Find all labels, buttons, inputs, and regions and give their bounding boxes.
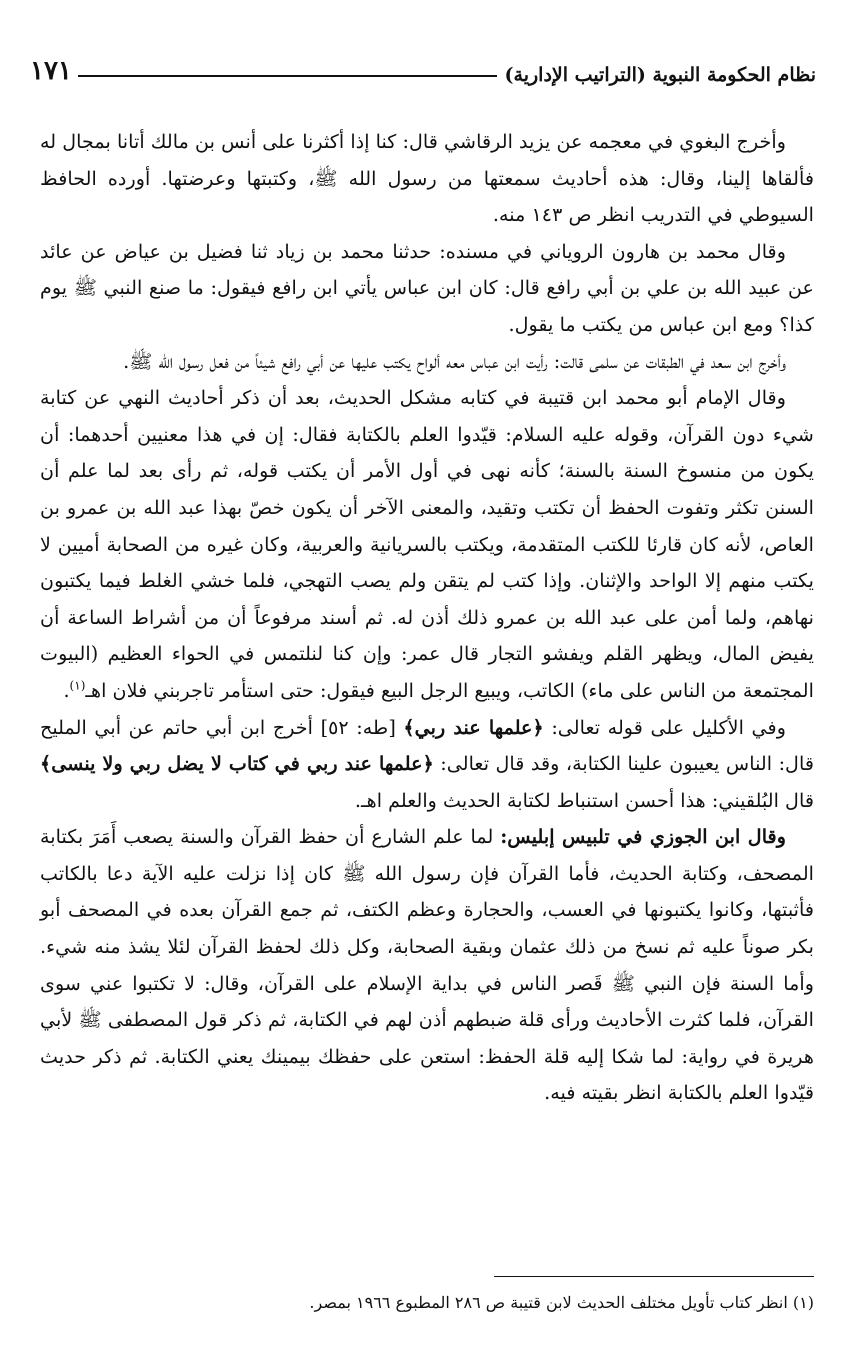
paragraph-text: لما علم الشارع أن حفظ القرآن والسنة يصعب أَمَرَ بكتابة المصحف، وكتابة الحديث، فأما القرآن فإن رسول الله ﷺ كان إذا نزلت عليه الآية دعا بالكاتب فأثبتها، وكانوا يكتبونها في العسب، والحجارة وعظم الكتف، ثم جمع القرآن بعده في المصحف أبو بكر صوناً عليه ثم نسخ من ذلك عثمان وبقية الصحابة، وكل ذلك لحفظ القرآن لئلا يشذ منه شيء. وأما السنة فإن النبي ﷺ قَصر الناس في بداية الإسلام على القرآن، وقال: لا تكتبوا عني سوى القرآن، فلما كثرت الأحاديث ورأى قلة ضبطهم أذن لهم في الكتابة، ثم ذكر قول المصطفى ﷺ لأبي هريرة في رواية: لما شكا إليه قلة الحفظ: استعن على حفظك بيمينك يعني الكتابة. ثم ذكر حديث قيّدوا العلم بالكتابة انظر بقيته فيه. — [40, 825, 814, 1105]
footnote: (١) انظر كتاب تأويل مختلف الحديث لابن قتيبة ص ٢٨٦ المطبوع ١٩٦٦ بمصر. — [309, 1293, 814, 1312]
running-header — [30, 52, 816, 86]
paragraph — [40, 819, 814, 1112]
paragraph-text: قال البُلقيني: هذا أحسن استنباط لكتابة الحديث والعلم اهـ. — [354, 788, 814, 812]
footnote-reference: (١) — [69, 678, 86, 693]
paragraph: وقال الإمام أبو محمد ابن قتيبة في كتابه مشكل الحديث، بعد أن ذكر أحاديث النهي عن كتابة شيء دون القرآن، وقوله عليه السلام: قيّدوا العلم بالكتابة فقال: إن في هذا معنيين أحدهما: أن يكون من منسوخ السنة بالسنة؛ كأنه نهى في أول الأمر أن يكتب قوله، ثم رأى بعد لما علم أن السنن تكثر وتفوت الحفظ أن تكتب وتقيد، والمعنى الآخر أن يكون خصّ بهذا عبد الله بن عمرو بن العاص، لأنه كان قارئا للكتب المتقدمة، ويكتب بالسريانية والعربية، وكان غيره من الصحابة أميين لا يكتب منهم إلا الواحد والإثنان. وإذا كتب لم يتقن ولم يصب التهجي، فلما خشي الغلط فيما يكتبون نهاهم، ولما أمن على عبد الله بن عمرو ذلك أذن له. ثم أسند مرفوعاً أن من أشراط الساعة أن يفيض المال، ويظهر القلم ويفشو التجار قال عمر: وإن كنا لنلتمس في الحواء العظيم (البيوت المجتمعة من الناس على ماء) الكاتب، ويبيع الرجل البيع فيقول: حتى استأمر تاجربني فلان اهـ$^{(١)}$. — [40, 386, 814, 702]
paragraph-text: [طه: ٥٢] أخرج ابن أبي حاتم عن أبي المليح قال: الناس يعيبون علينا الكتابة، وقد قال تعالى: — [40, 715, 814, 776]
footnote-rule — [494, 1276, 814, 1277]
body-text — [40, 124, 814, 1112]
page-number: ١٧١ — [30, 56, 72, 86]
paragraph — [40, 710, 814, 820]
paragraph-lead: وقال ابن الجوزي في تلبيس إبليس: — [500, 825, 786, 849]
running-title: نظام الحكومة النبوية (التراتيب الإدارية) — [504, 64, 816, 86]
paragraph-text: وقال الإمام أبو محمد ابن قتيبة في كتابه مشكل الحديث، بعد أن ذكر أحاديث النهي عن كتابة شيء دون القرآن، وقوله عليه السلام: قيّدوا العلم بالكتابة فقال: إن في هذا معنيين أحدهما: أن يكون من منسوخ السنة بالسنة؛ كأنه نهى في أول الأمر أن يكتب قوله، ثم رأى بعد لما علم أن السنن تكثر وتفوت الحفظ أن تكتب وتقيد، والمعنى الآخر أن يكون خصّ بهذا عبد الله بن عمرو بن العاص، لأنه كان قارئا للكتب المتقدمة، ويكتب بالسريانية والعربية، وكان غيره من الصحابة أميين لا يكتب منهم إلا الواحد والإثنان. وإذا كتب لم يتقن ولم يصب التهجي، فلما خشي الغلط فيما يكتبون نهاهم، ولما أمن على عبد الله بن عمرو ذلك أذن له. ثم أسند مرفوعاً أن من أشراط الساعة أن يفيض المال، ويظهر القلم ويفشو التجار قال عمر: وإن كنا لنلتمس في الحواء العظيم (البيوت المجتمعة من الناس على ماء) الكاتب، ويبيع الرجل البيع فيقول: حتى استأمر تاجربني فلان اهـ — [40, 386, 814, 702]
paragraph-text: وفي الأكليل على قوله تعالى: — [543, 715, 786, 739]
paragraph: وأخرج ابن سعد في الطبقات عن سلمى قالت: رأيت ابن عباس معه ألواح يكتب عليها عن أبي رافع شيئاً من فعل رسول الله ﷺ. — [123, 349, 786, 373]
quran-quote: ﴿علمها عند ربي﴾ — [403, 715, 544, 739]
quran-quote: ﴿علمها عند ربي في كتاب لا يضل ربي ولا ينسى﴾ — [40, 752, 434, 776]
paragraph: وقال محمد بن هارون الروياني في مسنده: حدثنا محمد بن زياد ثنا فضيل بن عياض عن عائد عن عبيد الله بن علي بن أبي رافع قال: كان ابن عباس يأتي ابن رافع فيقول: ما صنع النبي ﷺ يوم كذا؟ ومع ابن عباس من يكتب ما يقول. — [40, 239, 814, 336]
paragraph: وأخرج البغوي في معجمه عن يزيد الرقاشي قال: كنا إذا أكثرنا على أنس بن مالك أتانا بمجال له فألقاها إلينا، وقال: هذه أحاديث سمعتها من رسول الله ﷺ، وكتبتها وعرضتها. أورده الحافظ السيوطي في التدريب انظر ص ١٤٣ منه. — [40, 130, 814, 227]
header-rule — [78, 75, 497, 77]
